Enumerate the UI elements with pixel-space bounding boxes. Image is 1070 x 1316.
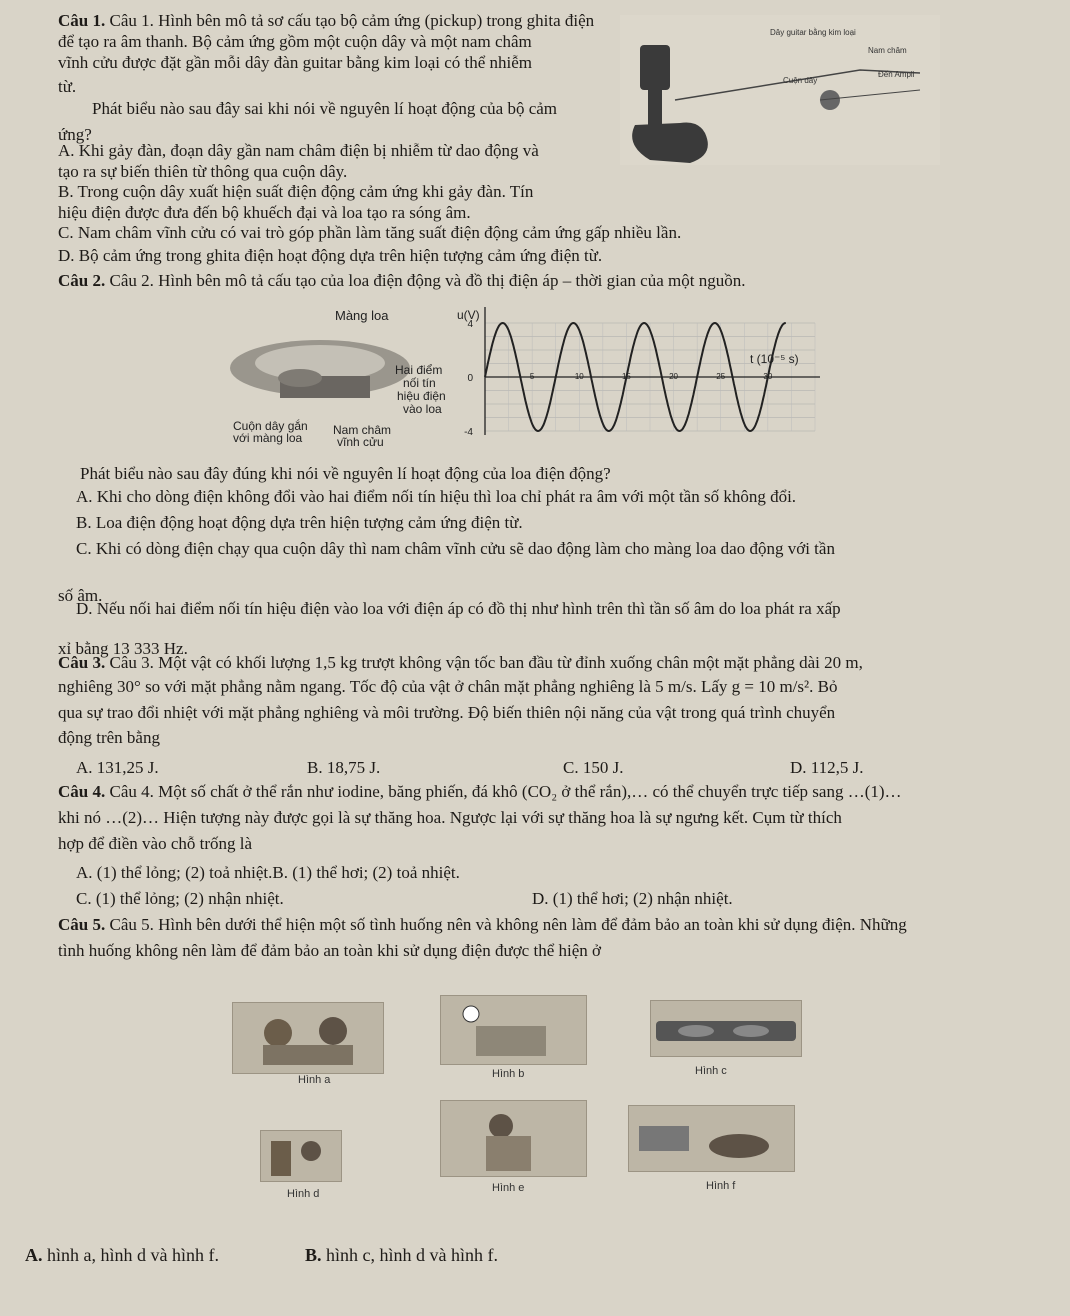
q4-line-3: hợp để điền vào chỗ trống là bbox=[58, 834, 253, 853]
safety-image-b bbox=[440, 995, 587, 1065]
q1-line-1: Câu 1. Câu 1. Hình bên mô tả sơ cấu tạo bộ cảm ứng (pickup) trong ghita điện bbox=[58, 11, 595, 30]
q1-option-d: D. Bộ cảm ứng trong ghita điện hoạt động dựa trên hiện tượng cảm ứng điện từ. bbox=[58, 246, 603, 265]
label-terminals-2: nối tín bbox=[403, 376, 436, 390]
caption-b: Hình b bbox=[492, 1068, 525, 1080]
q1-line-4: từ. bbox=[58, 77, 77, 96]
q3-option-a: A. 131,25 J. bbox=[76, 758, 159, 777]
q3-option-c: C. 150 J. bbox=[563, 758, 624, 777]
safety-image-a bbox=[232, 1002, 384, 1074]
q2-option-d-cont: xỉ bằng 13 333 Hz. bbox=[58, 639, 188, 658]
q2-question: Phát biểu nào sau đây đúng khi nói về nguyên lí hoạt động của loa điện động? bbox=[80, 464, 611, 483]
chart-x-tick-label: 25 bbox=[716, 372, 726, 381]
label-magnet-2: vĩnh cửu bbox=[337, 435, 384, 449]
q5-line-2: tình huống không nên làm để đảm bảo an toàn khi sử dụng điện được thể hiện ở bbox=[58, 941, 602, 960]
chart-x-tick-label: 20 bbox=[669, 372, 679, 381]
label-terminals-3: hiệu điện bbox=[397, 389, 446, 403]
guitar-pickup-figure bbox=[620, 15, 940, 165]
caption-f: Hình f bbox=[706, 1180, 736, 1192]
label-coil-2: với màng loa bbox=[233, 431, 303, 445]
q2-option-a: A. Khi cho dòng điện không đổi vào hai điểm nối tín hiệu thì loa chỉ phát ra âm với một tần số không đổi. bbox=[76, 487, 797, 506]
chart-xlabel: t (10⁻⁵ s) bbox=[750, 352, 799, 366]
safety-image-d bbox=[260, 1130, 342, 1182]
safety-image-f bbox=[628, 1105, 795, 1172]
label-coil: Cuộn dây bbox=[783, 76, 818, 85]
caption-c: Hình c bbox=[695, 1065, 727, 1077]
q2-option-c-cont: số âm. bbox=[58, 586, 103, 605]
chart-x-tick-label: 30 bbox=[763, 372, 773, 381]
q3-option-d: D. 112,5 J. bbox=[790, 758, 864, 777]
q5-line-1: Câu 5. Câu 5. Hình bên dưới thể hiện một số tình huống nên và không nên làm để đảm bảo an toàn khi sử dụng điện. Những bbox=[58, 915, 907, 934]
q1-option-b: B. Trong cuộn dây xuất hiện suất điện động cảm ứng khi gảy đàn. Tín bbox=[58, 182, 534, 201]
q3-line-2: nghiêng 30° so với mặt phẳng nằm ngang. Tốc độ của vật ở chân mặt phẳng nghiêng là 5 m/s. Lấy g = 10 m/s². Bỏ bbox=[58, 677, 838, 696]
q2-option-c: C. Khi có dòng điện chạy qua cuộn dây thì nam châm vĩnh cửu sẽ dao động làm cho màng loa dao động với tần bbox=[76, 539, 835, 558]
caption-d: Hình d bbox=[287, 1188, 320, 1200]
q4-line-2: khi nó …(2)… Hiện tượng này được gọi là sự thăng hoa. Ngược lại với sự thăng hoa là sự ngưng kết. Cụm từ thích bbox=[58, 808, 842, 827]
chart-x-tick-label: 5 bbox=[529, 372, 535, 381]
caption-e: Hình e bbox=[492, 1182, 525, 1194]
q2-intro: Câu 2. Câu 2. Hình bên mô tả cấu tạo của loa điện động và đồ thị điện áp – thời gian của một nguồn. bbox=[58, 271, 746, 290]
q3-line-4: động trên bằng bbox=[58, 728, 160, 747]
q1-option-a: A. Khi gảy đàn, đoạn dây gần nam châm điện bị nhiễm từ dao động và bbox=[58, 141, 539, 160]
label-terminals-1: Hai điểm bbox=[395, 363, 443, 377]
q1-line-6: ứng? bbox=[58, 125, 92, 144]
speaker-coil bbox=[278, 369, 322, 387]
q3-line-3: qua sự trao đổi nhiệt với mặt phẳng nghiêng và môi trường. Độ biến thiên nội năng của vật trong quá trình chuyển bbox=[58, 703, 836, 722]
q5-option-b: B. hình c, hình d và hình f. bbox=[305, 1245, 498, 1265]
safety-image-c bbox=[650, 1000, 802, 1057]
label-magnet-1: Nam châm bbox=[333, 423, 392, 437]
label-string: Dây guitar bằng kim loại bbox=[770, 28, 856, 37]
label-membrane: Màng loa bbox=[335, 308, 389, 323]
q4-option-ab: A. (1) thể lỏng; (2) toả nhiệt.B. (1) thể hơi; (2) toả nhiệt. bbox=[76, 863, 460, 882]
label-terminals-4: vào loa bbox=[403, 402, 442, 416]
guitar-neck bbox=[648, 89, 662, 129]
q3-option-b: B. 18,75 J. bbox=[307, 758, 381, 777]
chart-y-tick-label: 4 bbox=[467, 319, 473, 330]
q1-option-b-cont: hiệu điện được đưa đến bộ khuếch đại và loa tạo ra sóng âm. bbox=[58, 203, 471, 222]
q4-line-1: Câu 4. Câu 4. Một số chất ở thể rắn như iodine, băng phiến, đá khô (CO₂ ở thể rắn),… có thể chuyển trực tiếp sang …(1)… bbox=[58, 782, 902, 801]
speaker-diagram bbox=[225, 298, 480, 458]
q4-option-d: D. (1) thể hơi; (2) nhận nhiệt. bbox=[532, 889, 733, 908]
chart-y-tick-label: 0 bbox=[467, 373, 473, 384]
label-amp: Đến Ampli bbox=[878, 70, 915, 79]
chart-y-tick-label: -4 bbox=[464, 427, 473, 438]
safety-image-e bbox=[440, 1100, 587, 1177]
guitar-headstock bbox=[640, 45, 670, 90]
q1-option-a-cont: tạo ra sự biến thiên từ thông qua cuộn dây. bbox=[58, 162, 348, 181]
q1-line-5: Phát biểu nào sau đây sai khi nói về nguyên lí hoạt động của bộ cảm bbox=[92, 99, 558, 118]
caption-a: Hình a bbox=[298, 1074, 331, 1086]
voltage-time-chart bbox=[455, 305, 825, 455]
q1-line-3: vĩnh cửu được đặt gần mỗi dây đàn guitar bằng kim loại có thể nhiễm bbox=[58, 53, 533, 72]
chart-ylabel: u(V) bbox=[457, 308, 480, 322]
q1-line-2: để tạo ra âm thanh. Bộ cảm ứng gồm một cuộn dây và một nam châm bbox=[58, 32, 532, 51]
q2-option-b: B. Loa điện động hoạt động dựa trên hiện tượng cảm ứng điện từ. bbox=[76, 513, 523, 532]
q4-option-c: C. (1) thể lỏng; (2) nhận nhiệt. bbox=[76, 889, 284, 908]
chart-x-tick-label: 10 bbox=[574, 372, 584, 381]
q3-line-1: Câu 3. Câu 3. Một vật có khối lượng 1,5 kg trượt không vận tốc ban đầu từ đỉnh xuống chân một mặt phẳng dài 20 m, bbox=[58, 653, 863, 672]
label-magnet: Nam châm bbox=[868, 46, 907, 55]
q1-option-c: C. Nam châm vĩnh cửu có vai trò góp phần làm tăng suất điện động cảm ứng gấp nhiều lần. bbox=[58, 223, 682, 242]
q2-option-d: D. Nếu nối hai điểm nối tín hiệu điện vào loa với điện áp có đồ thị như hình trên thì tần số âm do loa phát ra xấp bbox=[76, 599, 841, 618]
q5-option-a: A. hình a, hình d và hình f. bbox=[25, 1245, 219, 1265]
chart-x-tick-label: 15 bbox=[621, 372, 631, 381]
label-coil-1: Cuộn dây gắn bbox=[233, 419, 308, 433]
